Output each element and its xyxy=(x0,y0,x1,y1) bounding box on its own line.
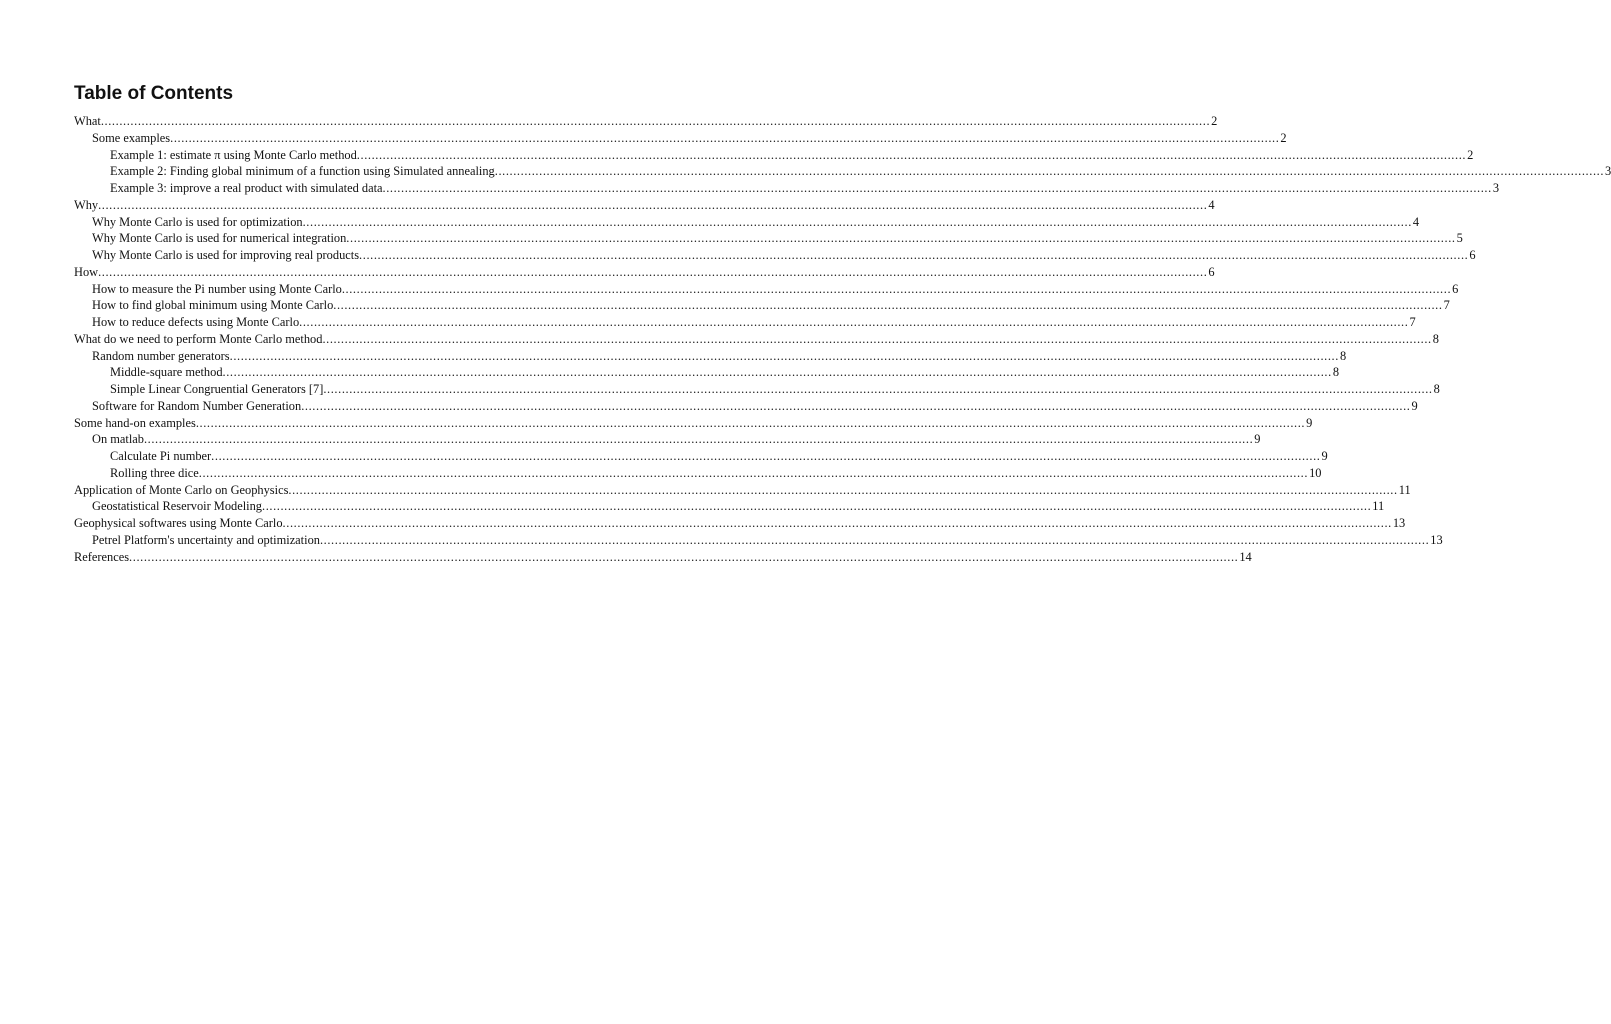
toc-entry-label: What do we need to perform Monte Carlo method xyxy=(74,331,323,346)
toc-dot-leader: ............................................................................................................................................................................................................................................................................................................ xyxy=(143,432,1254,447)
toc-entry-label: What xyxy=(74,114,101,128)
toc-entry-label: How to find global minimum using Monte Carlo xyxy=(92,298,334,313)
toc-page-number: 9 xyxy=(1411,398,1418,413)
toc-entry-label: Why Monte Carlo is used for numerical integration xyxy=(92,231,347,246)
toc-page-number: 11 xyxy=(1398,482,1411,497)
toc-dot-leader: ............................................................................................................................................................................................................................................................................................................ xyxy=(299,315,1409,329)
toc-page-number: 8 xyxy=(1339,348,1347,363)
toc-dot-leader: ............................................................................................................................................................................................................................................................................................................ xyxy=(382,181,1492,195)
toc-entry-label: Why Monte Carlo is used for improving real products xyxy=(92,248,360,262)
toc-entry-label: On matlab xyxy=(92,432,144,447)
toc-entry[interactable] xyxy=(92,431,1261,448)
toc-page-number: 14 xyxy=(1239,549,1252,564)
toc-list xyxy=(0,113,1611,565)
toc-entry-label: Simple Linear Congruential Generators [7] xyxy=(110,382,324,396)
toc-entry[interactable] xyxy=(110,147,1474,164)
toc-entry-label: Geostatistical Reservoir Modeling xyxy=(92,499,262,514)
toc-page-number: 6 xyxy=(1208,264,1215,279)
toc-dot-leader: ............................................................................................................................................................................................................................................................................................................ xyxy=(195,415,1306,430)
toc-entry-label: How to measure the Pi number using Monte Carlo xyxy=(92,281,342,296)
toc-dot-leader: ............................................................................................................................................................................................................................................................................................................ xyxy=(170,130,1280,145)
toc-dot-leader: ............................................................................................................................................................................................................................................................................................................ xyxy=(98,264,1208,279)
toc-entry[interactable] xyxy=(74,515,1406,532)
toc-entry[interactable] xyxy=(110,448,1328,465)
toc-entry-label: Example 2: Finding global minimum of a function using Simulated annealing xyxy=(110,164,495,179)
toc-entry[interactable] xyxy=(92,314,1416,331)
toc-entry[interactable] xyxy=(92,281,1459,298)
toc-entry-label: References xyxy=(74,549,130,564)
toc-entry[interactable] xyxy=(92,230,1463,247)
toc-entry[interactable] xyxy=(92,214,1420,231)
toc-page-number: 3 xyxy=(1492,181,1500,195)
toc-entry-label: Example 1: estimate π using Monte Carlo method xyxy=(110,147,357,162)
toc-page-number: 9 xyxy=(1254,432,1261,447)
toc-dot-leader: ............................................................................................................................................................................................................................................................................................................ xyxy=(301,398,1411,413)
toc-dot-leader: ............................................................................................................................................................................................................................................................................................................ xyxy=(356,147,1467,162)
toc-dot-leader: ............................................................................................................................................................................................................................................................................................................ xyxy=(129,549,1239,564)
toc-dot-leader: ............................................................................................................................................................................................................................................................................................................ xyxy=(222,365,1332,380)
toc-dot-leader: ............................................................................................................................................................................................................................................................................................................ xyxy=(494,164,1605,179)
toc-page-number: 13 xyxy=(1430,532,1443,547)
toc-dot-leader: ............................................................................................................................................................................................................................................................................................................ xyxy=(282,516,1392,530)
toc-page-number: 9 xyxy=(1306,415,1313,430)
toc-dot-leader: ............................................................................................................................................................................................................................................................................................................ xyxy=(198,465,1309,480)
toc-entry[interactable] xyxy=(110,180,1500,197)
toc-entry-label: Rolling three dice xyxy=(110,465,199,480)
toc-entry-label: Geophysical softwares using Monte Carlo xyxy=(74,516,283,530)
toc-entry[interactable] xyxy=(74,113,1218,130)
toc-page-number: 9 xyxy=(1321,449,1328,463)
toc-page-number: 5 xyxy=(1456,231,1463,246)
toc-dot-leader: ............................................................................................................................................................................................................................................................................................................ xyxy=(302,214,1412,229)
toc-entry[interactable] xyxy=(110,465,1322,482)
toc-page-number: 8 xyxy=(1433,382,1440,396)
toc-entry-label: Middle-square method xyxy=(110,365,223,380)
toc-page-number: 7 xyxy=(1443,298,1450,313)
toc-page-number: 2 xyxy=(1467,147,1474,162)
toc-dot-leader: ............................................................................................................................................................................................................................................................................................................ xyxy=(359,248,1469,262)
toc-entry[interactable] xyxy=(110,163,1611,180)
toc-entry-label: Example 3: improve a real product with simulated data xyxy=(110,181,383,195)
toc-entry-label: Software for Random Number Generation xyxy=(92,398,302,413)
toc-entry-label: Application of Monte Carlo on Geophysics xyxy=(74,482,289,497)
toc-entry-label: Some examples xyxy=(92,130,171,145)
toc-dot-leader: ............................................................................................................................................................................................................................................................................................................ xyxy=(262,499,1372,514)
toc-entry[interactable] xyxy=(92,532,1443,549)
toc-page-number: 2 xyxy=(1211,114,1218,128)
toc-page-number: 4 xyxy=(1412,214,1420,229)
toc-entry[interactable] xyxy=(92,247,1476,264)
toc-dot-leader: ............................................................................................................................................................................................................................................................................................................ xyxy=(333,298,1443,313)
toc-page-number: 8 xyxy=(1432,331,1439,346)
toc-page-number: 2 xyxy=(1280,130,1287,145)
toc-dot-leader: ............................................................................................................................................................................................................................................................................................................ xyxy=(323,382,1433,396)
toc-page-number: 4 xyxy=(1208,197,1215,212)
toc-entry[interactable] xyxy=(92,297,1450,314)
toc-entry[interactable] xyxy=(92,498,1385,515)
toc-dot-leader: ............................................................................................................................................................................................................................................................................................................ xyxy=(346,231,1456,246)
toc-title: Table of Contents xyxy=(74,83,234,104)
toc-page-number: 11 xyxy=(1372,499,1385,514)
toc-entry[interactable] xyxy=(92,398,1418,415)
toc-dot-leader: ............................................................................................................................................................................................................................................................................................................ xyxy=(229,348,1339,363)
toc-page-number: 6 xyxy=(1452,281,1459,296)
toc-entry-label: How to reduce defects using Monte Carlo xyxy=(92,315,300,329)
toc-entry[interactable] xyxy=(74,415,1313,432)
toc-entry-label: How xyxy=(74,264,99,279)
toc-dot-leader: ............................................................................................................................................................................................................................................................................................................ xyxy=(98,197,1208,212)
toc-dot-leader: ............................................................................................................................................................................................................................................................................................................ xyxy=(341,281,1452,296)
toc-entry[interactable] xyxy=(110,381,1440,398)
toc-dot-leader: ............................................................................................................................................................................................................................................................................................................ xyxy=(211,449,1321,463)
toc-dot-leader: ............................................................................................................................................................................................................................................................................................................ xyxy=(319,532,1430,547)
toc-page-number: 8 xyxy=(1332,365,1340,380)
toc-entry[interactable] xyxy=(74,197,1215,214)
toc-entry[interactable] xyxy=(74,331,1439,348)
toc-entry-label: Calculate Pi number xyxy=(110,449,212,463)
toc-dot-leader: ............................................................................................................................................................................................................................................................................................................ xyxy=(288,482,1398,497)
toc-entry-label: Some hand-on examples xyxy=(74,415,196,430)
toc-entry[interactable] xyxy=(74,482,1411,499)
toc-entry[interactable] xyxy=(110,364,1340,381)
toc-entry-label: Why Monte Carlo is used for optimization xyxy=(92,214,303,229)
toc-entry[interactable] xyxy=(92,130,1287,147)
toc-page-number: 10 xyxy=(1309,465,1322,480)
toc-page-number: 7 xyxy=(1409,315,1416,329)
toc-entry-label: Petrel Platform's uncertainty and optimization xyxy=(92,532,320,547)
toc-dot-leader: ............................................................................................................................................................................................................................................................................................................ xyxy=(322,331,1432,346)
toc-entry-label: Why xyxy=(74,197,99,212)
toc-page-number: 6 xyxy=(1469,248,1476,262)
toc-page-number: 13 xyxy=(1392,516,1406,530)
toc-entry[interactable] xyxy=(74,549,1252,566)
toc-entry-label: Random number generators xyxy=(92,348,230,363)
toc-dot-leader: ............................................................................................................................................................................................................................................................................................................ xyxy=(100,114,1211,128)
toc-entry[interactable] xyxy=(92,348,1347,365)
toc-page-number: 3 xyxy=(1605,164,1611,179)
toc-entry[interactable] xyxy=(74,264,1215,281)
